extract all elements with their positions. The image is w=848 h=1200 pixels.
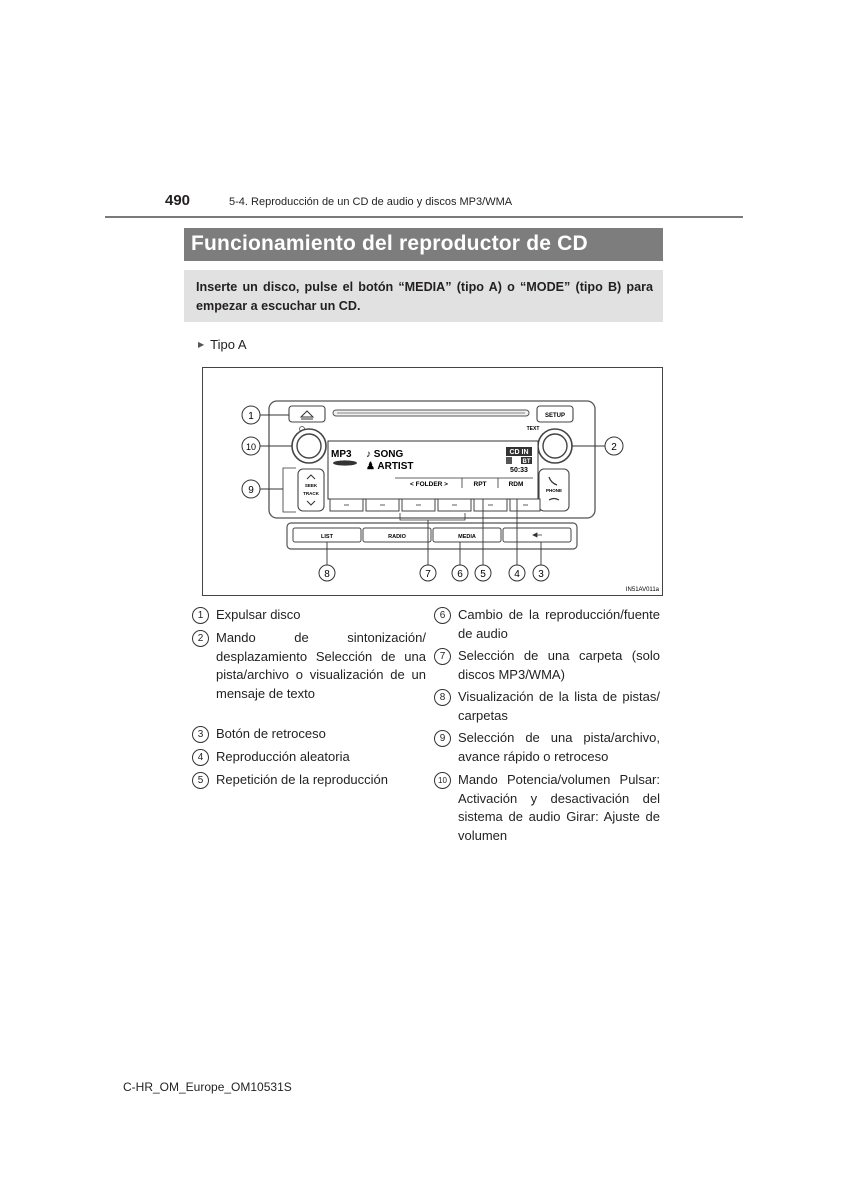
legend-text: Selección de una carpeta (solo discos MP3/WMA) (458, 648, 660, 682)
legend-text: Botón de retroceso (216, 726, 326, 741)
setup-label: SETUP (544, 413, 566, 419)
legend-item (192, 629, 426, 704)
triangle-bullet-icon: ▶ (198, 340, 205, 349)
type-label (198, 337, 247, 352)
callout-6: 6 (457, 569, 463, 580)
legend-item (434, 771, 660, 846)
legend-number: 10 (434, 772, 451, 789)
callout-9: 9 (248, 485, 254, 496)
page-title: Funcionamiento del reproductor de CD (191, 232, 588, 255)
legend-item (434, 729, 660, 766)
text-label: TEXT (526, 426, 540, 432)
callout-7: 7 (425, 569, 431, 580)
display-rpt: RPT (473, 481, 487, 488)
legend-item (434, 606, 660, 643)
radio-label: RADIO (388, 534, 406, 540)
display-cd-in: CD IN (509, 449, 529, 456)
display-rdm: RDM (508, 481, 524, 488)
media-label: MEDIA (458, 534, 476, 540)
figure-code: IN51AV011a (625, 587, 659, 593)
callout-1: 1 (248, 411, 254, 422)
legend-item (192, 748, 426, 767)
callout-5: 5 (480, 569, 486, 580)
section-reference: 5-4. Reproducción de un CD de audio y discos MP3/WMA (229, 196, 513, 208)
display-artist: ♟ ARTIST (366, 461, 414, 472)
legend-number: 8 (434, 689, 451, 706)
track-label: TRACK (303, 491, 319, 496)
legend-number: 6 (434, 607, 451, 624)
audio-unit-figure (202, 367, 663, 596)
disc-icon (333, 460, 357, 465)
eject-button (289, 406, 325, 422)
legend-item (434, 688, 660, 725)
legend-number: 7 (434, 648, 451, 665)
legend-number: 4 (192, 749, 209, 766)
audio-unit-illustration (203, 368, 662, 595)
seek-label: SEEK (304, 483, 318, 488)
callout-3: 3 (538, 569, 544, 580)
list-label: LIST (321, 534, 333, 540)
display-bt: BT (522, 459, 531, 465)
phone-label: PHONE (545, 488, 563, 493)
display-time: 50:33 (510, 467, 528, 474)
legend-text: Repetición de la reproducción (216, 772, 388, 787)
legend-number: 5 (192, 772, 209, 789)
legend-item (434, 647, 660, 684)
legend-text: Expulsar disco (216, 607, 301, 622)
signal-icon (506, 457, 512, 464)
legend-text: Selección de una pista/archivo, avance rápido o retroceso (458, 730, 660, 764)
legend-text: Mando Potencia/volumen Pulsar: Activación y desactivación del sistema de audio Girar: Ajuste de volumen (458, 772, 660, 844)
callout-4: 4 (514, 569, 520, 580)
legend-item (192, 771, 426, 790)
legend-item (192, 725, 426, 744)
callout-10: 10 (245, 442, 257, 452)
footer-code: C-HR_OM_Europe_OM10531S (123, 1080, 292, 1094)
legend-text: Visualización de la lista de pistas/ carpetas (458, 689, 660, 723)
legend-item (192, 606, 426, 625)
header-rule (105, 216, 743, 218)
callout-8: 8 (324, 569, 330, 580)
legend-text: Mando de sintonización/ desplazamiento Selección de una pista/archivo o visualización de un mensaje de texto (216, 630, 426, 702)
legend-number: 9 (434, 730, 451, 747)
intro-text: Inserte un disco, pulse el botón “MEDIA” (tipo A) o “MODE” (tipo B) para empezar a escuchar un CD. (196, 280, 653, 313)
legend-text: Reproducción aleatoria (216, 749, 350, 764)
legend-number: 3 (192, 726, 209, 743)
legend-number: 2 (192, 630, 209, 647)
display-folder: < FOLDER > (410, 481, 448, 488)
callout-2: 2 (611, 442, 617, 453)
type-label-text: Tipo A (210, 337, 247, 352)
page-number: 490 (165, 192, 191, 209)
display-song: ♪ SONG (366, 449, 404, 460)
legend-text: Cambio de la reproducción/fuente de audio (458, 607, 660, 641)
display-mp3: MP3 (331, 449, 352, 460)
legend-number: 1 (192, 607, 209, 624)
